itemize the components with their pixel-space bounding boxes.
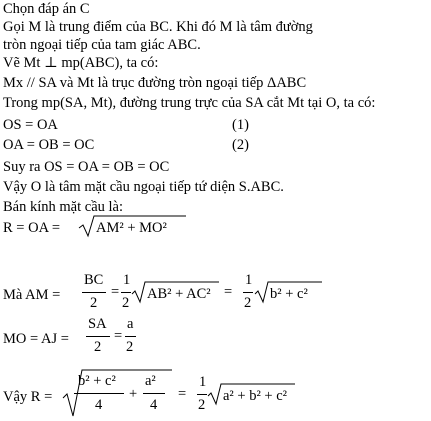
eq3-num1: SA [88, 316, 107, 332]
fraction-bar [121, 292, 131, 293]
fraction-bar [86, 336, 110, 337]
eq2-den3: 2 [244, 295, 252, 311]
line-circumcircle: tròn ngoại tiếp của tam giác ABC. [3, 37, 201, 53]
eq2-num1: BC [84, 272, 104, 288]
line-oa-ob-oc: OA = OB = OC [3, 137, 95, 153]
fraction-bar [243, 292, 253, 293]
line-midpoint: Gọi M là trung điểm của BC. Khi đó M là tâm đường [3, 19, 313, 35]
line-conclusion: Suy ra OS = OA = OB = OC [3, 159, 170, 175]
eq2-lhs: Mà AM = [3, 287, 61, 303]
eq3-den1: 2 [94, 339, 102, 355]
eq4-n2: a² [145, 373, 156, 389]
line-radius-intro: Bán kính mặt cầu là: [3, 199, 123, 215]
eq2-radicand1: AB² + AC² [147, 286, 211, 302]
eq4-eq: = [178, 386, 187, 402]
eq1-lhs: R = OA = [3, 220, 61, 236]
line-center: Vậy O là tâm mặt cầu ngoại tiếp tứ diện S.ABC. [3, 179, 284, 195]
eq4-lhs: Vậy R = [3, 389, 53, 405]
line-os-oa: OS = OA [3, 117, 58, 133]
eq4-num3: 1 [199, 374, 207, 390]
label-eq-1: (1) [232, 117, 249, 133]
eq4-d2: 4 [150, 397, 158, 413]
eq2-radicand2: b² + c² [270, 286, 308, 302]
fraction-bar [125, 336, 136, 337]
line-answer: Chọn đáp án C [3, 1, 90, 17]
fraction-bar [197, 394, 207, 395]
line-bisector: Trong mp(SA, Mt), đường trung trực của SA cắt Mt tại O, ta có: [3, 95, 376, 111]
line-perpendicular: Vẽ Mt ⊥ mp(ABC), ta có: [3, 55, 159, 71]
label-eq-2: (2) [232, 137, 249, 153]
fraction-bar [143, 393, 165, 394]
eq2-eq2: = [224, 284, 233, 300]
line-axis: Mx // SA và Mt là trục đường tròn ngoại tiếp ΔABC [3, 75, 307, 91]
eq2-num3: 1 [245, 272, 253, 288]
eq3-num2: a [127, 316, 134, 332]
eq2-eq1: = [111, 284, 120, 300]
eq3-eq: = [114, 328, 123, 344]
eq4-radicand: a² + b² + c² [223, 388, 288, 404]
eq4-n1: b² + c² [78, 373, 116, 389]
eq3-den2: 2 [126, 339, 134, 355]
eq4-plus: + [129, 386, 138, 402]
fraction-bar [74, 393, 124, 394]
eq1-radicand: AM² + MO² [96, 220, 167, 236]
eq4-d1: 4 [95, 397, 103, 413]
eq3-lhs: MO = AJ = [3, 331, 69, 347]
fraction-bar [82, 292, 106, 293]
eq2-num2: 1 [123, 272, 131, 288]
eq2-den2: 2 [122, 295, 130, 311]
eq4-den3: 2 [198, 397, 206, 413]
eq2-den1: 2 [90, 295, 98, 311]
